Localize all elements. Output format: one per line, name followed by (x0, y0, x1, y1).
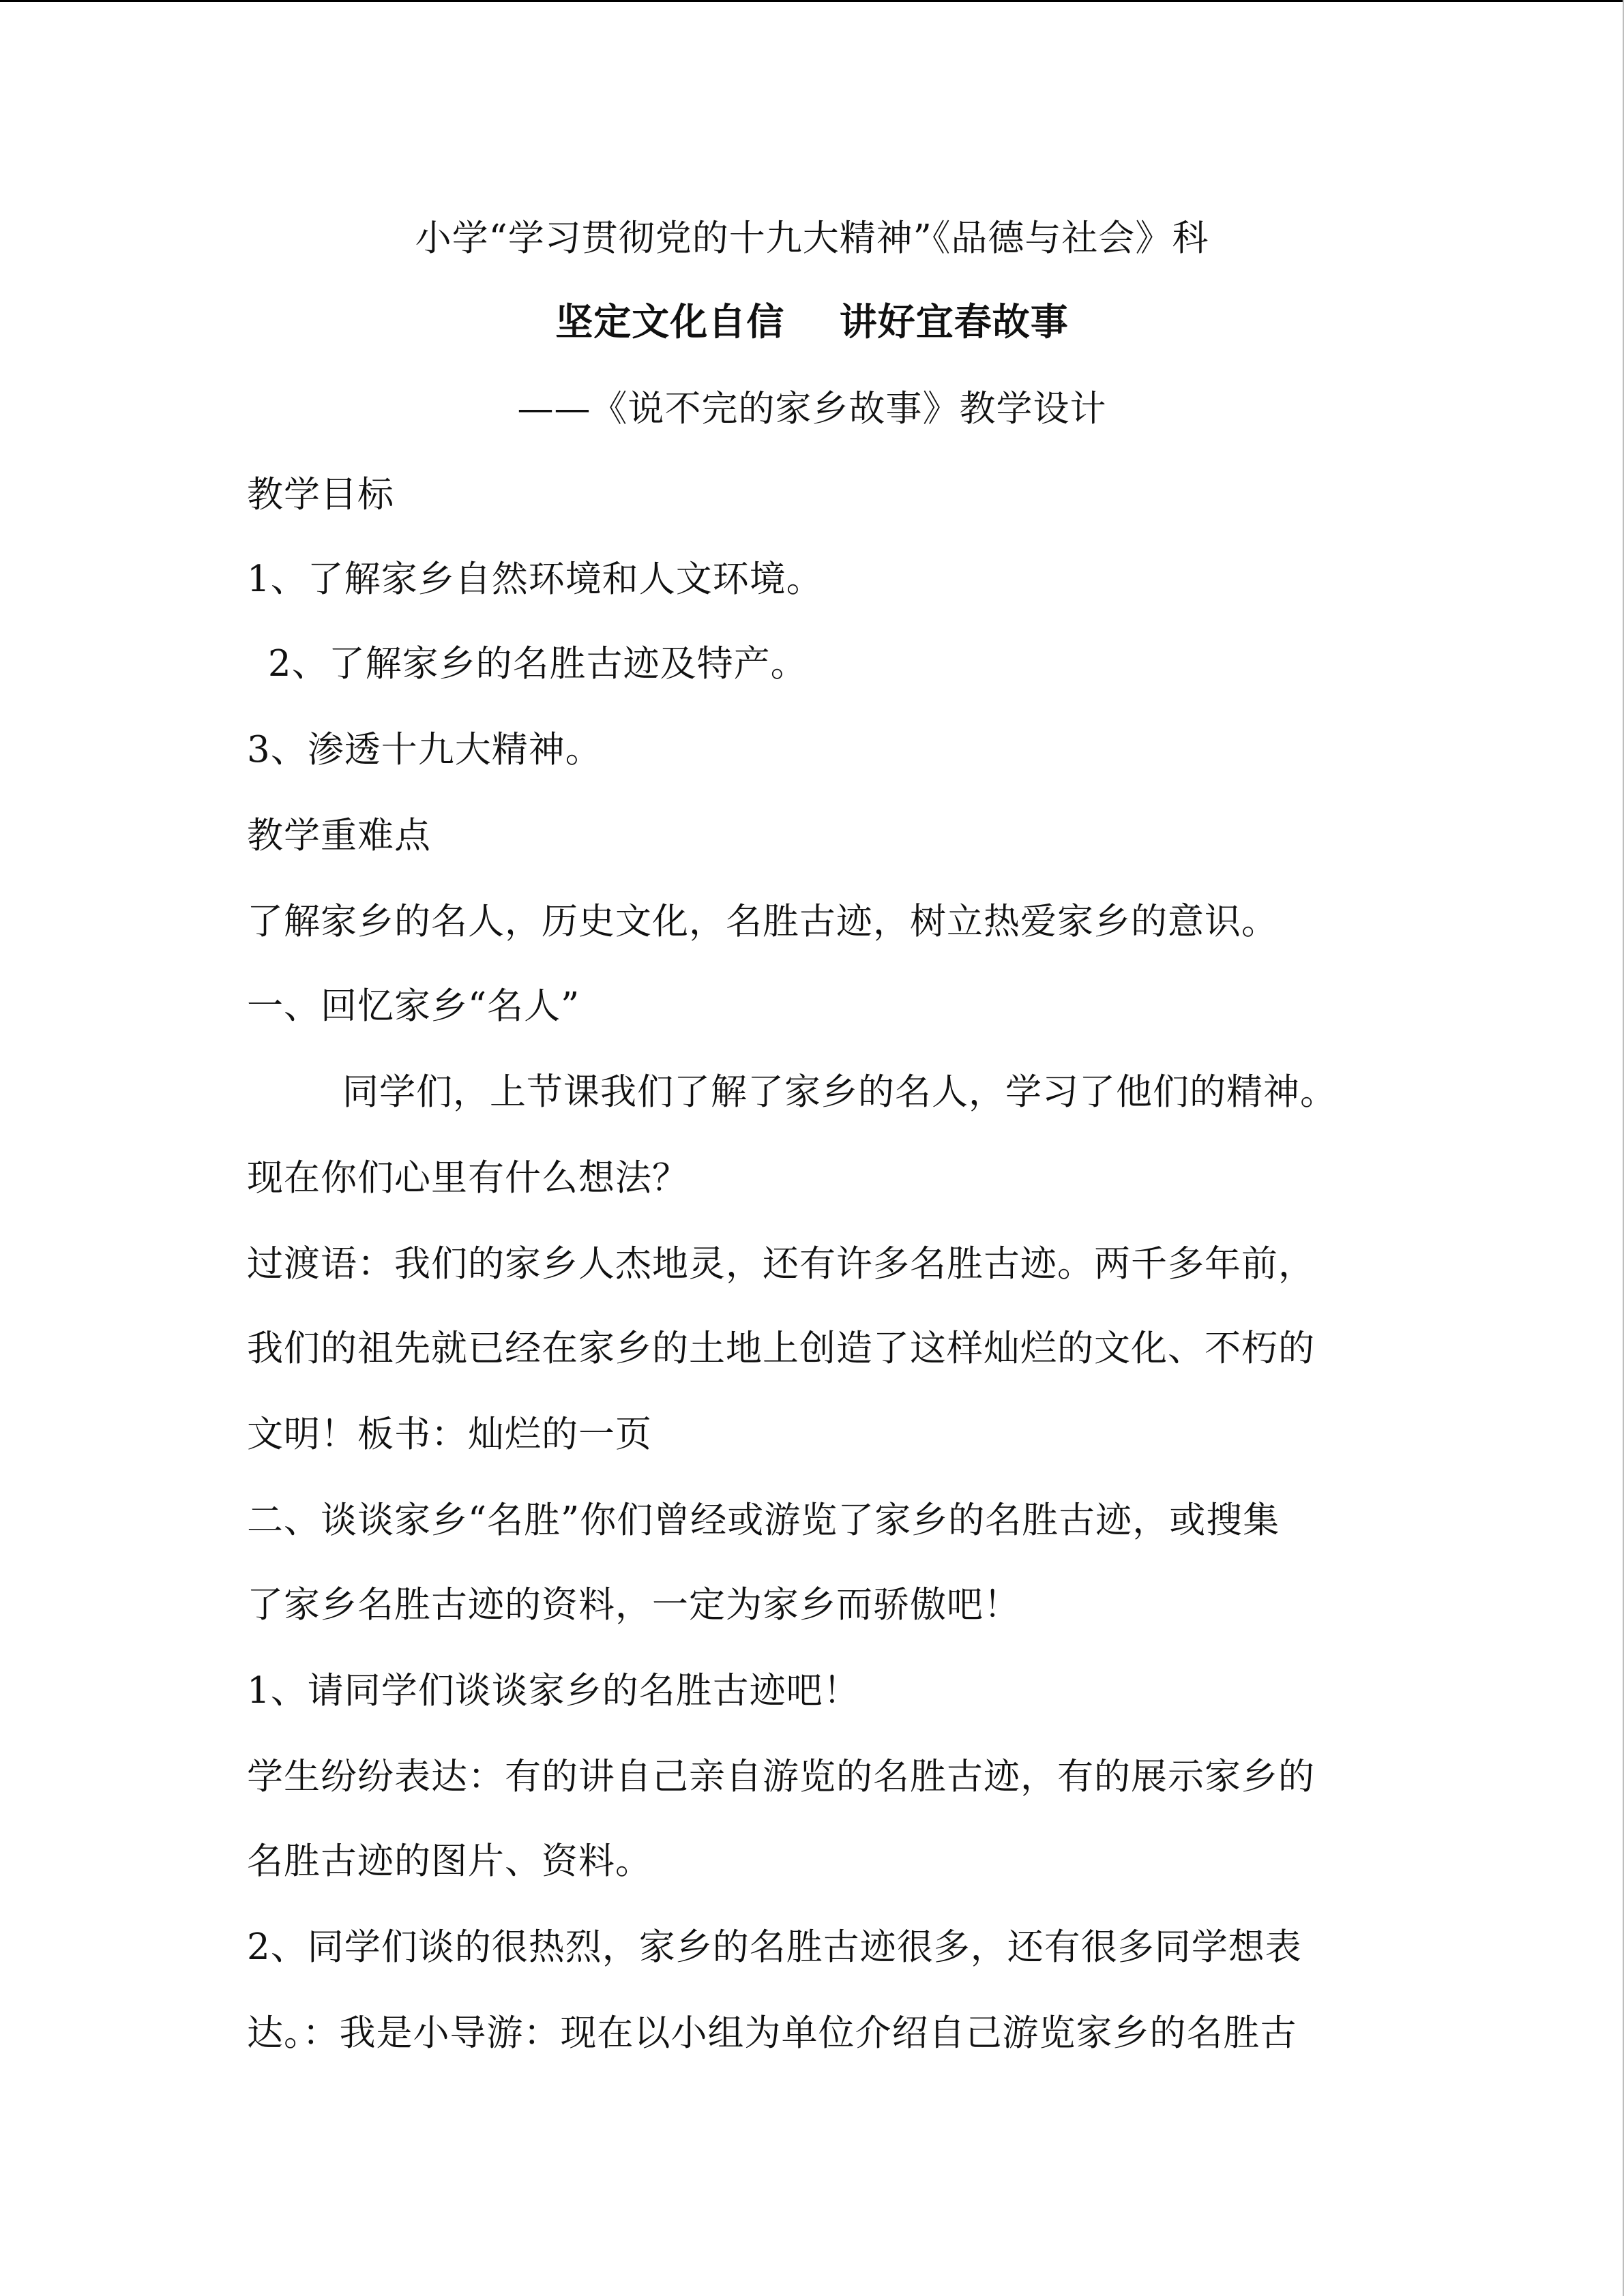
page-top-border (0, 0, 1624, 2)
paragraph-line: 现在你们心里有什么想法？ (247, 1157, 689, 1199)
paragraph-line: 2、同学们谈的很热烈，家乡的名胜古迹很多，还有很多同学想表 (247, 1926, 1302, 1968)
objective-item-3: 3、渗透十九大精神。 (247, 729, 602, 771)
paragraph-line: 同学们，上节课我们了解了家乡的名人，学习了他们的精神。 (342, 1071, 1337, 1113)
paragraph-line: 名胜古迹的图片、资料。 (247, 1840, 652, 1882)
header-line: 小学“学习贯彻党的十九大精神”《品德与社会》科 (415, 218, 1209, 259)
paragraph-line: 过渡语：我们的家乡人杰地灵，还有许多名胜古迹。两千多年前， (247, 1243, 1315, 1285)
objective-item-2: 2、了解家乡的名胜古迹及特产。 (256, 643, 808, 685)
paragraph-line: 1、请同学们谈谈家乡的名胜古迹吧！ (247, 1670, 860, 1712)
section-heading-part-1: 一、回忆家乡“名人” (247, 985, 580, 1027)
document-subtitle: ——《说不完的家乡故事》教学设计 (517, 388, 1107, 430)
paragraph-line: 了家乡名胜古迹的资料，一定为家乡而骄傲吧！ (247, 1584, 1020, 1626)
objective-item-1: 1、了解家乡自然环境和人文环境。 (247, 558, 823, 600)
section-heading-objectives: 教学目标 (247, 474, 394, 516)
paragraph-line: 达。：我是小导游：现在以小组为单位介绍自己游览家乡的名胜古 (247, 2012, 1297, 2054)
paragraph-line: 我们的祖先就已经在家乡的土地上创造了这样灿烂的文化、不朽的 (247, 1328, 1315, 1369)
paragraph-line: 文明！板书：灿烂的一页 (247, 1414, 652, 1455)
document-title: 坚定文化自信 讲好宜春故事 (555, 300, 1069, 344)
section-heading-key-points: 教学重难点 (247, 815, 431, 856)
key-points-text: 了解家乡的名人，历史文化，名胜古迹，树立热爱家乡的意识。 (247, 901, 1278, 942)
section-heading-part-2: 二、谈谈家乡“名胜”你们曾经或游览了家乡的名胜古迹，或搜集 (247, 1500, 1280, 1541)
paragraph-line: 学生纷纷表达：有的讲自己亲自游览的名胜古迹，有的展示家乡的 (247, 1756, 1315, 1798)
